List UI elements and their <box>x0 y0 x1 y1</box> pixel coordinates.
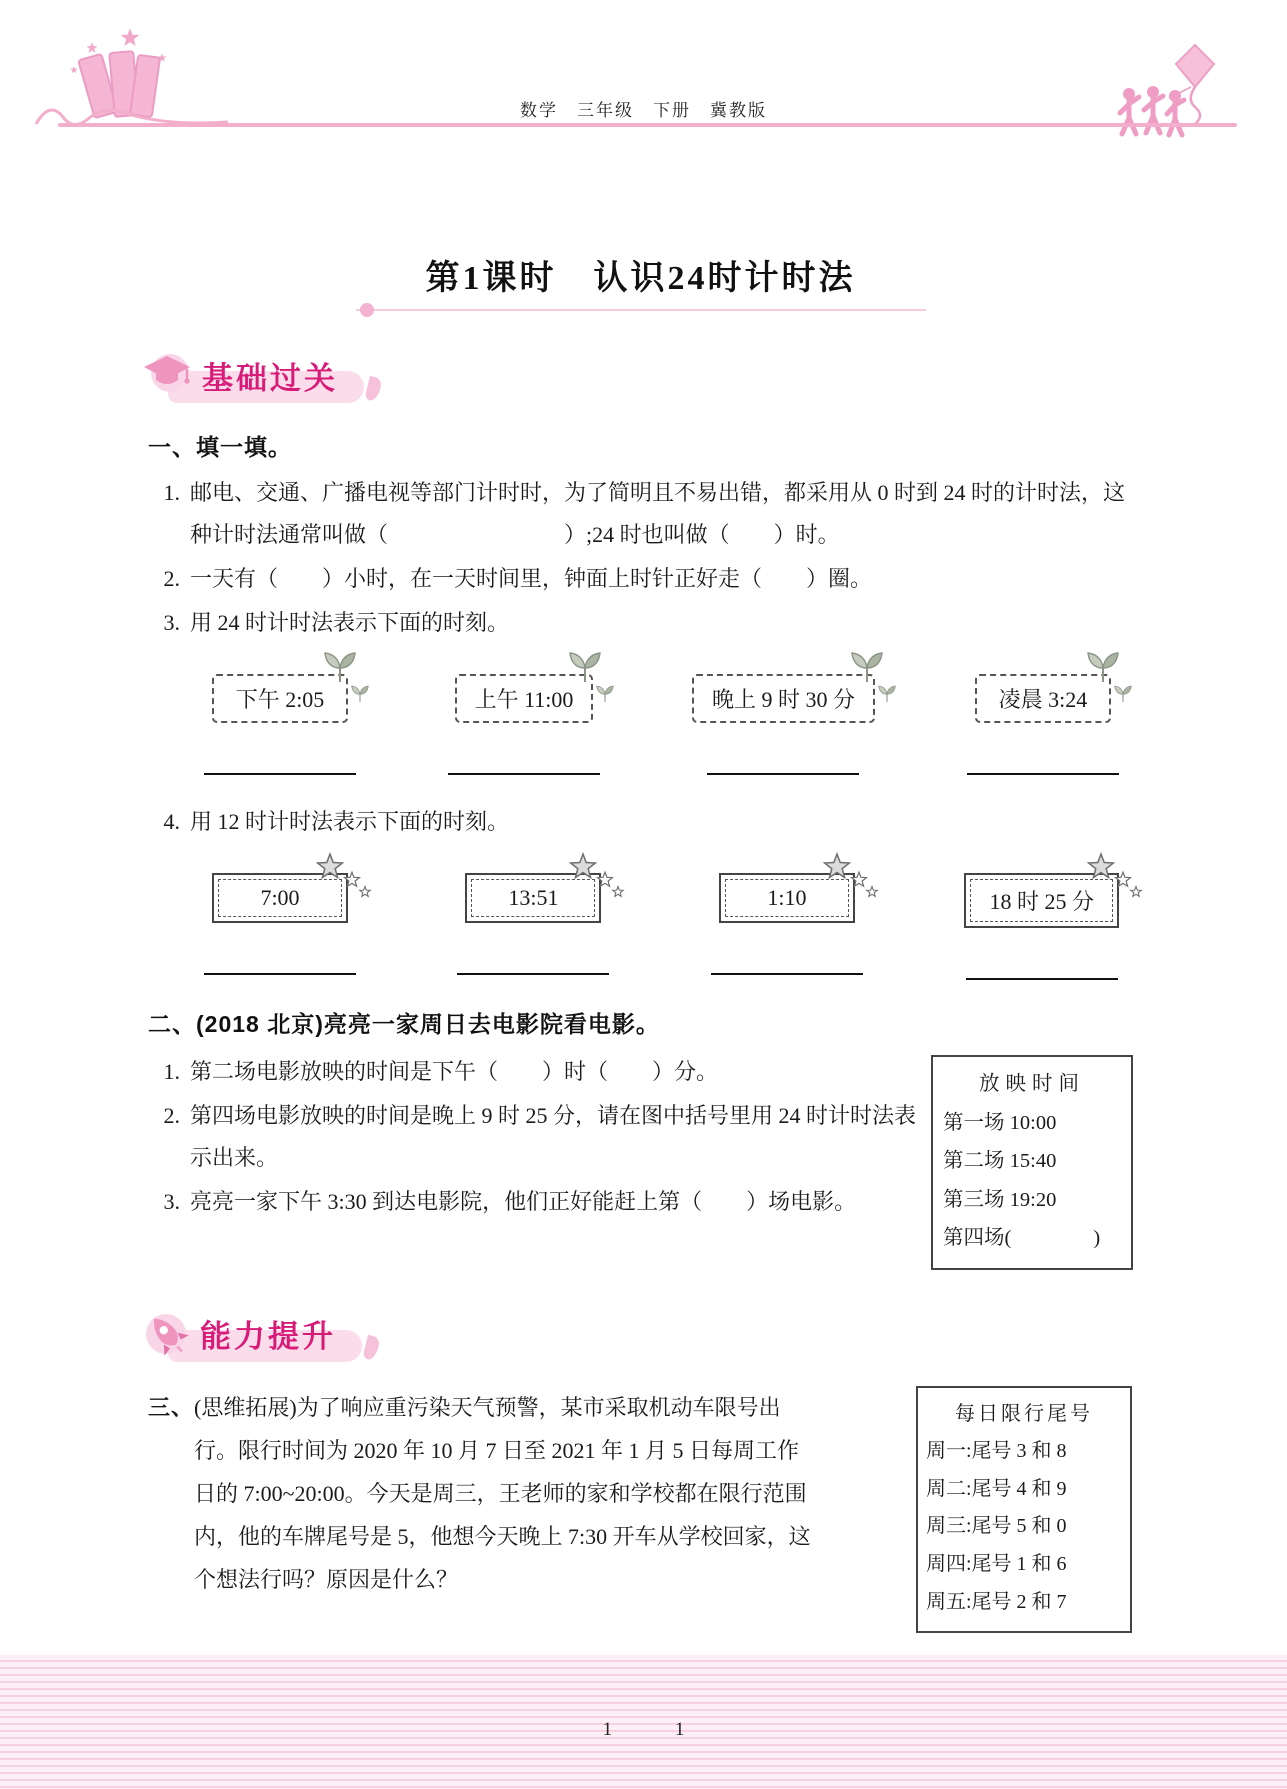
section-header-ability <box>142 1306 356 1362</box>
book-header-title: 数学 三年级 下册 冀教版 <box>520 101 767 120</box>
q3-main-text: 为了响应重污染天气预警，某市采取机动车限号出行。限行时间为 2020 年 10 月 7 日至 2021 年 1 月 5 日每周工作日的 7:00~20:00。今天是周三，王老师的家和学校都在限行范围内，他的车牌尾号是 5，他想今天晚上 7:30 开车从学校回家，这个想法行吗？原因是什么？ <box>194 1394 811 1592</box>
answer-line <box>966 978 1118 980</box>
time-box-column <box>964 873 1119 980</box>
answer-line <box>448 773 600 775</box>
time-box <box>455 674 594 723</box>
question-block-two <box>148 1006 1133 1270</box>
limit-row: 周五:尾号 2 和 7 <box>926 1590 1067 1613</box>
time-box-label: 18 时 25 分 <box>970 879 1113 922</box>
time-box-column <box>711 873 863 975</box>
item-text: 第四场电影放映的时间是晚上 9 时 25 分，请在图中括号里用 24 时计时法表示出来。 <box>190 1103 917 1170</box>
lesson-title-underline <box>356 309 926 311</box>
limit-row: 周一:尾号 3 和 8 <box>926 1440 1067 1463</box>
section-header-basic <box>142 347 358 403</box>
time-box-label: 7:00 <box>218 879 342 917</box>
time-boxes-24h <box>204 674 1119 775</box>
worksheet-content <box>148 250 1133 1777</box>
section-label-ability: 能力提升 <box>200 1319 336 1355</box>
item-text: 用 24 时计时法表示下面的时刻。 <box>190 610 510 635</box>
schedule-row: 第一场 10:00 <box>943 1111 1057 1134</box>
time-box-label: 上午 11:00 <box>474 687 574 712</box>
q3-text-block <box>148 1386 816 1601</box>
page-numbers <box>0 1719 1287 1741</box>
item-number: 1. <box>163 480 180 505</box>
time-box <box>212 873 348 923</box>
answer-line <box>711 973 863 975</box>
time-box-label: 下午 2:05 <box>235 687 325 712</box>
answer-line <box>707 773 859 775</box>
q2-body <box>148 1049 1133 1270</box>
q1-item-2 <box>148 558 1133 600</box>
page-number-right: 1 <box>674 1719 685 1740</box>
time-box-column <box>967 674 1119 775</box>
answer-line <box>457 973 609 975</box>
q1-heading: 一、填一填。 <box>148 434 292 460</box>
item-number: 2. <box>163 1103 180 1128</box>
kite-and-children-illustration <box>1095 42 1235 148</box>
schedule-row: 第二场 15:40 <box>943 1150 1057 1173</box>
answer-line <box>967 773 1119 775</box>
limit-title: 每日限行尾号 <box>955 1402 1093 1425</box>
time-box <box>975 674 1111 723</box>
item-text: 第二场电影放映的时间是下午（ ）时（ ）分。 <box>190 1059 719 1084</box>
time-box-column <box>204 873 356 975</box>
page-header <box>0 0 1287 132</box>
item-text: 一天有（ ）小时，在一天时间里，钟面上时针正好走（ ）圈。 <box>190 566 873 591</box>
q1-item-4 <box>148 801 1133 843</box>
item-number: 4. <box>163 809 180 834</box>
q2-item-3 <box>148 1181 917 1223</box>
q2-items <box>148 1049 931 1225</box>
question-block-one <box>148 429 1133 980</box>
limit-row: 周二:尾号 4 和 9 <box>926 1477 1067 1500</box>
time-box <box>719 873 855 923</box>
item-text: 用 12 时计时法表示下面的时刻。 <box>190 809 510 834</box>
q1-item-3 <box>148 602 1133 644</box>
section-ribbon-tail <box>362 1334 380 1360</box>
movie-schedule-box <box>931 1055 1133 1270</box>
daily-limit-box <box>916 1386 1132 1634</box>
time-box-column <box>448 674 600 775</box>
item-text: 亮亮一家下午 3:30 到达电影院，他们正好能赶上第（ ）场电影。 <box>190 1189 857 1214</box>
section-ribbon-tail <box>364 376 382 402</box>
time-box-label: 凌晨 3:24 <box>998 687 1088 712</box>
item-number: 1. <box>163 1059 180 1084</box>
item-number: 3. <box>163 1189 180 1214</box>
rocket-icon <box>142 1310 192 1358</box>
limit-row: 周三:尾号 5 和 0 <box>926 1515 1067 1538</box>
time-box-label: 13:51 <box>471 879 595 917</box>
q3-text <box>194 1386 816 1601</box>
answer-line <box>204 773 356 775</box>
item-number: 3. <box>163 610 180 635</box>
q2-heading: 二、(2018 北京)亮亮一家周日去电影院看电影。 <box>148 1011 660 1037</box>
q2-item-2 <box>148 1095 917 1179</box>
time-box-label: 晚上 9 时 30 分 <box>711 687 855 712</box>
time-box-column <box>457 873 609 975</box>
page-footer <box>0 1655 1287 1789</box>
q3-tag: (思维拓展) <box>194 1394 297 1420</box>
header-divider <box>58 123 1237 127</box>
schedule-title: 放映时间 <box>979 1073 1085 1095</box>
q1-item-1 <box>148 472 1133 556</box>
time-box <box>964 873 1119 928</box>
q2-item-1 <box>148 1051 917 1093</box>
section-label-basic: 基础过关 <box>202 360 338 396</box>
time-box <box>212 674 348 723</box>
lesson-title: 第1课时 认识24时计时法 <box>425 260 856 297</box>
time-box-label: 1:10 <box>725 879 849 917</box>
graduation-cap-icon <box>142 352 194 398</box>
time-boxes-12h <box>204 873 1119 980</box>
time-box <box>692 674 875 723</box>
schedule-row: 第四场( ) <box>943 1227 1101 1250</box>
time-box <box>465 873 601 923</box>
time-box-column <box>204 674 356 775</box>
item-number: 2. <box>163 566 180 591</box>
underline-dot <box>360 303 374 317</box>
q3-number: 三、 <box>148 1394 195 1420</box>
time-box-column <box>692 674 875 775</box>
answer-line <box>204 973 356 975</box>
schedule-row: 第三场 19:20 <box>943 1188 1057 1211</box>
page-number-left: 1 <box>602 1719 613 1740</box>
item-text: 邮电、交通、广播电视等部门计时时，为了简明且不易出错，都采用从 0 时到 24 时的计时法，这种计时法通常叫做（ ）;24 时也叫做（ ）时。 <box>190 480 1126 547</box>
limit-row: 周四:尾号 1 和 6 <box>926 1553 1067 1576</box>
